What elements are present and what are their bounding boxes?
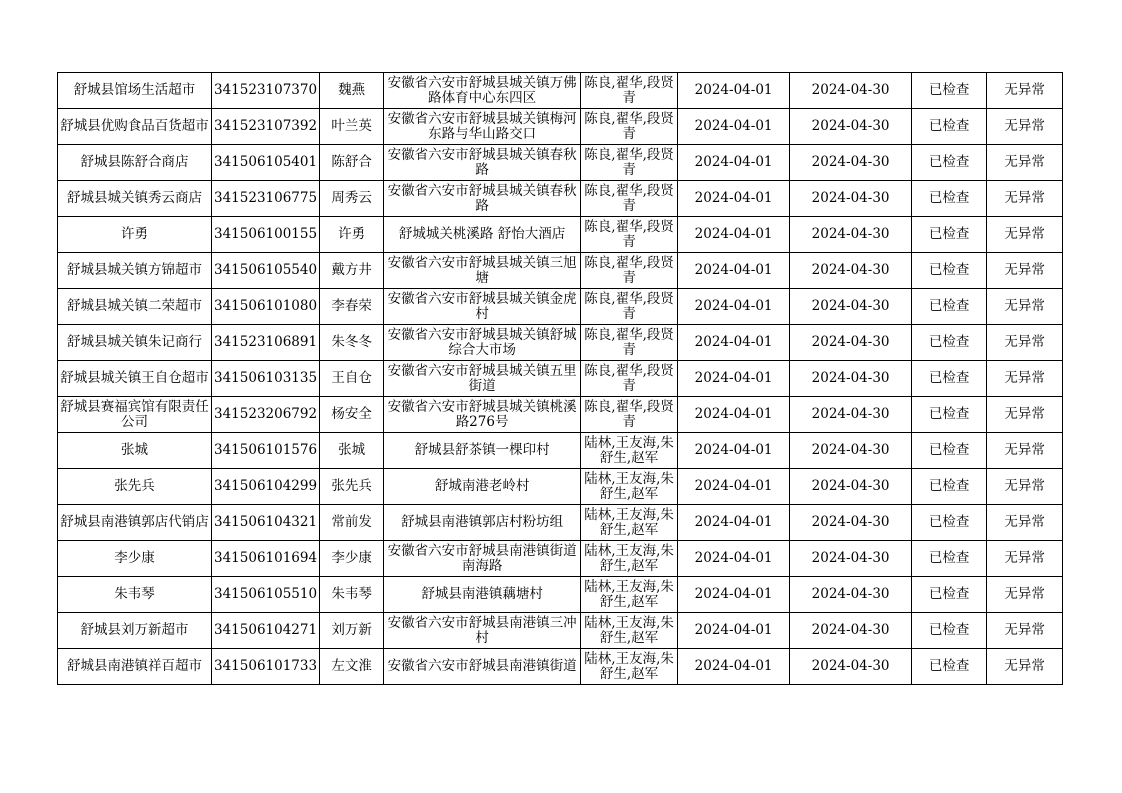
license-number-cell: 341506105540 [212,253,320,289]
start-date-cell: 2024-04-01 [678,253,790,289]
inspection-table [57,72,1063,685]
check-status-cell: 已检查 [912,649,987,685]
table-row [58,325,1063,361]
start-date-cell: 2024-04-01 [678,145,790,181]
check-result-cell: 无异常 [987,469,1063,505]
shop-name-cell: 舒城县刘万新超市 [58,613,212,649]
check-status-cell: 已检查 [912,325,987,361]
start-date-cell: 2024-04-01 [678,325,790,361]
end-date-cell: 2024-04-30 [790,217,912,253]
contact-person-cell: 朱冬冬 [320,325,384,361]
inspectors-cell: 陆林,王友海,朱舒生,赵军 [581,613,678,649]
license-number-cell: 341506100155 [212,217,320,253]
check-result-cell: 无异常 [987,181,1063,217]
table-row [58,109,1063,145]
shop-name-cell: 舒城县优购食品百货超市 [58,109,212,145]
contact-person-cell: 左文淮 [320,649,384,685]
shop-name-cell: 舒城县南港镇祥百超市 [58,649,212,685]
check-status-cell: 已检查 [912,361,987,397]
inspectors-cell: 陆林,王友海,朱舒生,赵军 [581,469,678,505]
check-result-cell: 无异常 [987,397,1063,433]
shop-name-cell: 张先兵 [58,469,212,505]
check-result-cell: 无异常 [987,505,1063,541]
check-result-cell: 无异常 [987,217,1063,253]
contact-person-cell: 李春荣 [320,289,384,325]
end-date-cell: 2024-04-30 [790,397,912,433]
table-row [58,253,1063,289]
contact-person-cell: 张城 [320,433,384,469]
address-cell: 安徽省六安市舒城县城关镇桃溪路276号 [384,397,581,433]
license-number-cell: 341523107392 [212,109,320,145]
contact-person-cell: 常前发 [320,505,384,541]
address-cell: 安徽省六安市舒城县城关镇五里街道 [384,361,581,397]
start-date-cell: 2024-04-01 [678,109,790,145]
license-number-cell: 341506103135 [212,361,320,397]
shop-name-cell: 朱韦琴 [58,577,212,613]
table-row [58,577,1063,613]
table-row [58,541,1063,577]
shop-name-cell: 舒城县城关镇朱记商行 [58,325,212,361]
check-status-cell: 已检查 [912,577,987,613]
shop-name-cell: 舒城县城关镇秀云商店 [58,181,212,217]
address-cell: 安徽省六安市舒城县城关镇春秋路 [384,145,581,181]
contact-person-cell: 李少康 [320,541,384,577]
end-date-cell: 2024-04-30 [790,181,912,217]
table-row [58,145,1063,181]
end-date-cell: 2024-04-30 [790,73,912,109]
table-row [58,73,1063,109]
end-date-cell: 2024-04-30 [790,361,912,397]
table-row [58,181,1063,217]
start-date-cell: 2024-04-01 [678,361,790,397]
address-cell: 安徽省六安市舒城县南港镇街道 [384,649,581,685]
inspectors-cell: 陈良,翟华,段贤青 [581,325,678,361]
address-cell: 舒城南港老岭村 [384,469,581,505]
table-row [58,361,1063,397]
inspectors-cell: 陈良,翟华,段贤青 [581,361,678,397]
check-status-cell: 已检查 [912,541,987,577]
check-result-cell: 无异常 [987,433,1063,469]
end-date-cell: 2024-04-30 [790,433,912,469]
shop-name-cell: 舒城县陈舒合商店 [58,145,212,181]
check-result-cell: 无异常 [987,145,1063,181]
inspectors-cell: 陈良,翟华,段贤青 [581,217,678,253]
shop-name-cell: 李少康 [58,541,212,577]
check-status-cell: 已检查 [912,397,987,433]
check-result-cell: 无异常 [987,649,1063,685]
address-cell: 安徽省六安市舒城县城关镇万佛路体育中心东四区 [384,73,581,109]
end-date-cell: 2024-04-30 [790,505,912,541]
address-cell: 舒城城关桃溪路 舒怡大酒店 [384,217,581,253]
address-cell: 舒城县南港镇藕塘村 [384,577,581,613]
check-status-cell: 已检查 [912,253,987,289]
shop-name-cell: 张城 [58,433,212,469]
end-date-cell: 2024-04-30 [790,325,912,361]
check-result-cell: 无异常 [987,253,1063,289]
table-row [58,397,1063,433]
check-status-cell: 已检查 [912,181,987,217]
shop-name-cell: 舒城县赛福宾馆有限责任公司 [58,397,212,433]
check-result-cell: 无异常 [987,541,1063,577]
license-number-cell: 341523107370 [212,73,320,109]
end-date-cell: 2024-04-30 [790,469,912,505]
contact-person-cell: 魏燕 [320,73,384,109]
shop-name-cell: 舒城县城关镇方锦超市 [58,253,212,289]
address-cell: 舒城县舒茶镇一棵印村 [384,433,581,469]
address-cell: 安徽省六安市舒城县城关镇梅河东路与华山路交口 [384,109,581,145]
start-date-cell: 2024-04-01 [678,397,790,433]
inspectors-cell: 陈良,翟华,段贤青 [581,145,678,181]
contact-person-cell: 陈舒合 [320,145,384,181]
license-number-cell: 341506101733 [212,649,320,685]
table-row [58,217,1063,253]
check-status-cell: 已检查 [912,433,987,469]
license-number-cell: 341506105510 [212,577,320,613]
check-status-cell: 已检查 [912,505,987,541]
shop-name-cell: 舒城县馆场生活超市 [58,73,212,109]
check-status-cell: 已检查 [912,613,987,649]
license-number-cell: 341523106891 [212,325,320,361]
inspectors-cell: 陆林,王友海,朱舒生,赵军 [581,541,678,577]
start-date-cell: 2024-04-01 [678,73,790,109]
license-number-cell: 341506105401 [212,145,320,181]
check-status-cell: 已检查 [912,73,987,109]
inspectors-cell: 陈良,翟华,段贤青 [581,109,678,145]
table-row [58,433,1063,469]
start-date-cell: 2024-04-01 [678,577,790,613]
address-cell: 安徽省六安市舒城县城关镇春秋路 [384,181,581,217]
address-cell: 安徽省六安市舒城县城关镇舒城综合大市场 [384,325,581,361]
end-date-cell: 2024-04-30 [790,145,912,181]
shop-name-cell: 许勇 [58,217,212,253]
license-number-cell: 341506101080 [212,289,320,325]
start-date-cell: 2024-04-01 [678,505,790,541]
table-row [58,505,1063,541]
end-date-cell: 2024-04-30 [790,109,912,145]
inspectors-cell: 陆林,王友海,朱舒生,赵军 [581,649,678,685]
contact-person-cell: 张先兵 [320,469,384,505]
end-date-cell: 2024-04-30 [790,289,912,325]
check-result-cell: 无异常 [987,577,1063,613]
license-number-cell: 341523206792 [212,397,320,433]
shop-name-cell: 舒城县城关镇二荣超市 [58,289,212,325]
license-number-cell: 341506104299 [212,469,320,505]
check-result-cell: 无异常 [987,109,1063,145]
start-date-cell: 2024-04-01 [678,289,790,325]
address-cell: 安徽省六安市舒城县南港镇街道南海路 [384,541,581,577]
end-date-cell: 2024-04-30 [790,577,912,613]
start-date-cell: 2024-04-01 [678,541,790,577]
check-result-cell: 无异常 [987,73,1063,109]
table-body [58,73,1063,685]
contact-person-cell: 王自仓 [320,361,384,397]
start-date-cell: 2024-04-01 [678,613,790,649]
table-row [58,289,1063,325]
contact-person-cell: 朱韦琴 [320,577,384,613]
check-status-cell: 已检查 [912,145,987,181]
inspectors-cell: 陈良,翟华,段贤青 [581,253,678,289]
start-date-cell: 2024-04-01 [678,469,790,505]
check-status-cell: 已检查 [912,109,987,145]
end-date-cell: 2024-04-30 [790,253,912,289]
license-number-cell: 341506104271 [212,613,320,649]
inspectors-cell: 陆林,王友海,朱舒生,赵军 [581,433,678,469]
license-number-cell: 341506104321 [212,505,320,541]
check-status-cell: 已检查 [912,469,987,505]
start-date-cell: 2024-04-01 [678,649,790,685]
inspectors-cell: 陆林,王友海,朱舒生,赵军 [581,505,678,541]
check-result-cell: 无异常 [987,613,1063,649]
address-cell: 安徽省六安市舒城县南港镇三冲村 [384,613,581,649]
contact-person-cell: 许勇 [320,217,384,253]
contact-person-cell: 戴方井 [320,253,384,289]
license-number-cell: 341506101576 [212,433,320,469]
address-cell: 安徽省六安市舒城县城关镇金虎村 [384,289,581,325]
end-date-cell: 2024-04-30 [790,649,912,685]
contact-person-cell: 叶兰英 [320,109,384,145]
inspectors-cell: 陈良,翟华,段贤青 [581,73,678,109]
check-result-cell: 无异常 [987,289,1063,325]
inspectors-cell: 陆林,王友海,朱舒生,赵军 [581,577,678,613]
license-number-cell: 341506101694 [212,541,320,577]
address-cell: 安徽省六安市舒城县城关镇三旭塘 [384,253,581,289]
shop-name-cell: 舒城县城关镇王自仓超市 [58,361,212,397]
table-row [58,649,1063,685]
address-cell: 舒城县南港镇郭店村粉坊组 [384,505,581,541]
end-date-cell: 2024-04-30 [790,541,912,577]
table-row [58,613,1063,649]
start-date-cell: 2024-04-01 [678,181,790,217]
inspectors-cell: 陈良,翟华,段贤青 [581,397,678,433]
check-result-cell: 无异常 [987,325,1063,361]
check-status-cell: 已检查 [912,289,987,325]
table-row [58,469,1063,505]
end-date-cell: 2024-04-30 [790,613,912,649]
start-date-cell: 2024-04-01 [678,217,790,253]
inspectors-cell: 陈良,翟华,段贤青 [581,289,678,325]
license-number-cell: 341523106775 [212,181,320,217]
inspectors-cell: 陈良,翟华,段贤青 [581,181,678,217]
contact-person-cell: 杨安全 [320,397,384,433]
check-result-cell: 无异常 [987,361,1063,397]
contact-person-cell: 刘万新 [320,613,384,649]
check-status-cell: 已检查 [912,217,987,253]
contact-person-cell: 周秀云 [320,181,384,217]
shop-name-cell: 舒城县南港镇郭店代销店 [58,505,212,541]
start-date-cell: 2024-04-01 [678,433,790,469]
